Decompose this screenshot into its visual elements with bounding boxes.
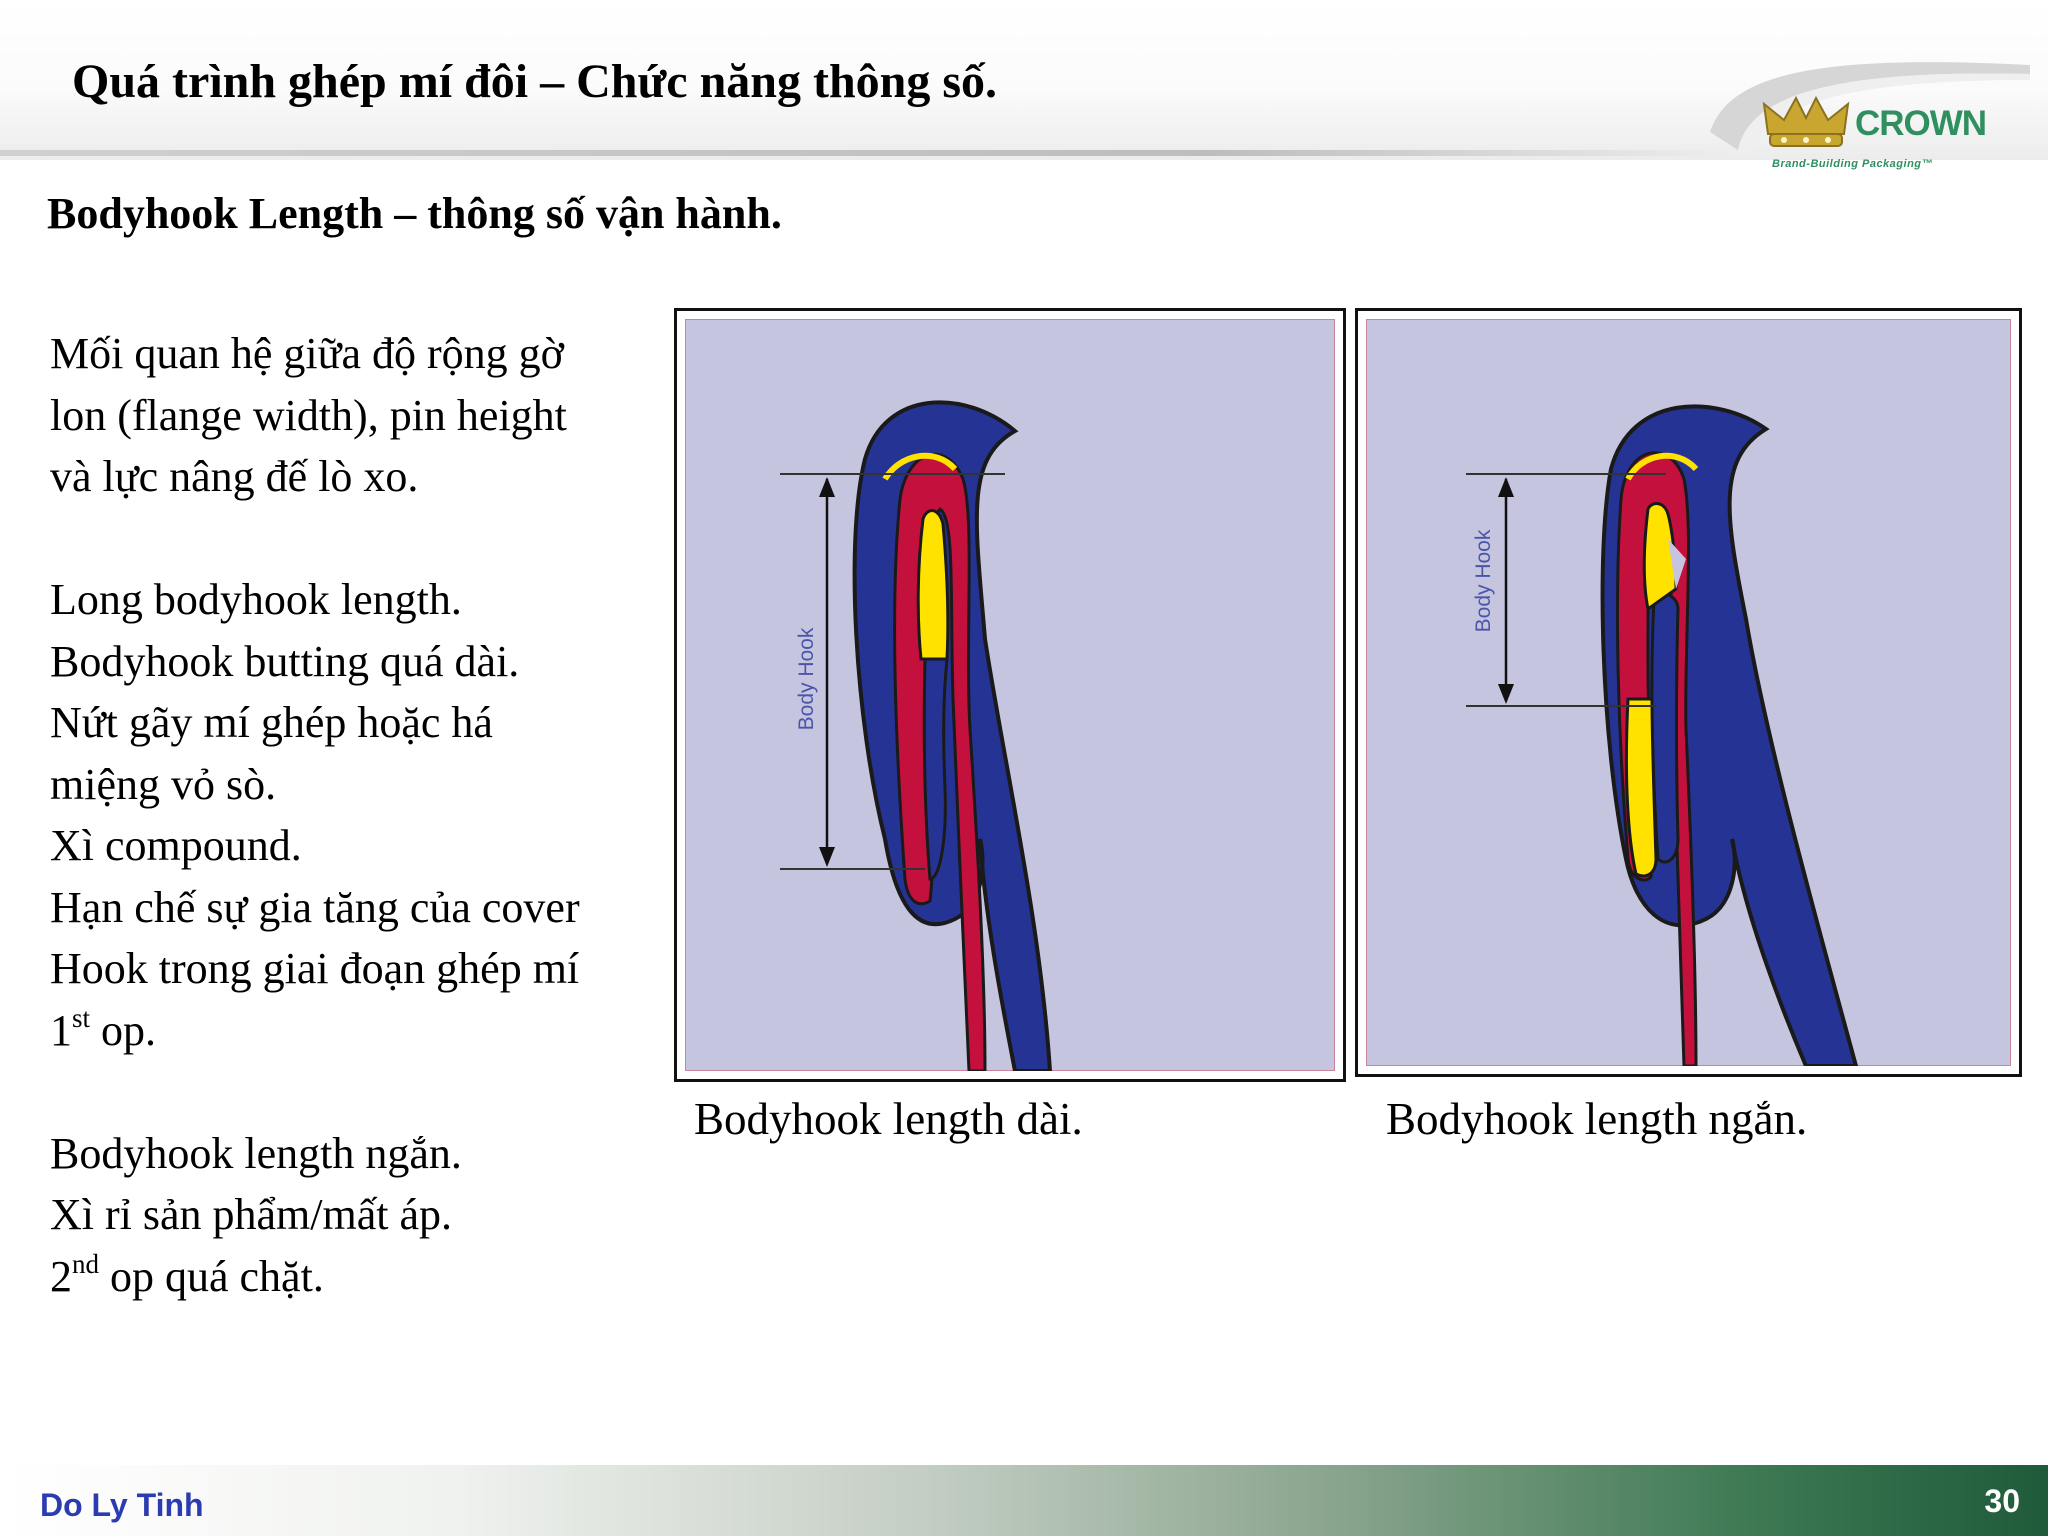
logo-tagline: Brand-Building Packaging™ [1772,158,1934,170]
ordinal-text: op quá chặt. [99,1251,324,1301]
caption-long: Bodyhook length dài. [694,1094,1083,1144]
long-item-last [50,1000,680,1062]
page-number: 30 [1984,1483,2020,1519]
figure-short-bodyhook [1355,308,2022,1077]
body-text [50,323,680,1307]
logo-wordmark: CROWN [1855,104,1987,143]
short-item: Xì rỉ sản phẩm/mất áp. [50,1190,453,1239]
intro-line: lon (flange width), pin height [50,390,567,440]
long-item: Hạn chế sự gia tăng của cover [50,882,580,932]
ordinal-suffix: st [72,1002,91,1033]
ordinal-number: 1 [50,1005,72,1055]
ordinal-number: 2 [50,1251,72,1301]
double-seam-diagram-short [1366,319,2011,1066]
long-item: miệng vỏ sò. [50,759,277,809]
dimension-label: Body Hook [795,627,818,731]
slide-title: Quá trình ghép mí đôi – Chức năng thông số. [72,55,998,108]
long-item: Bodyhook butting quá dài. [50,636,520,686]
ordinal-suffix: nd [72,1248,99,1279]
short-item-last [50,1246,680,1308]
crown-icon [1762,94,1850,152]
short-item: Bodyhook length ngắn. [50,1128,462,1178]
ordinal-text: op. [90,1005,157,1055]
long-item: Xì compound. [50,821,302,870]
footer-author: Do Ly Tinh [40,1487,204,1523]
header-rule [0,150,1730,156]
long-item: Long bodyhook length. [50,575,462,624]
intro-line: và lực nâng đế lò xo. [50,452,419,501]
double-seam-diagram-long [685,319,1335,1071]
caption-short: Bodyhook length ngắn. [1386,1094,1808,1144]
crown-logo [1710,60,2030,180]
dimension-label: Body Hook [1472,529,1495,633]
section-title: Bodyhook Length – thông số vận hành. [47,189,782,238]
long-item: Nứt gãy mí ghép hoặc há [50,698,493,747]
long-item: Hook trong giai đoạn ghép mí [50,944,580,993]
figure-long-bodyhook [674,308,1346,1082]
intro-line: Mối quan hệ giữa độ rộng gờ [50,329,564,378]
footer-bar [0,1465,2048,1536]
